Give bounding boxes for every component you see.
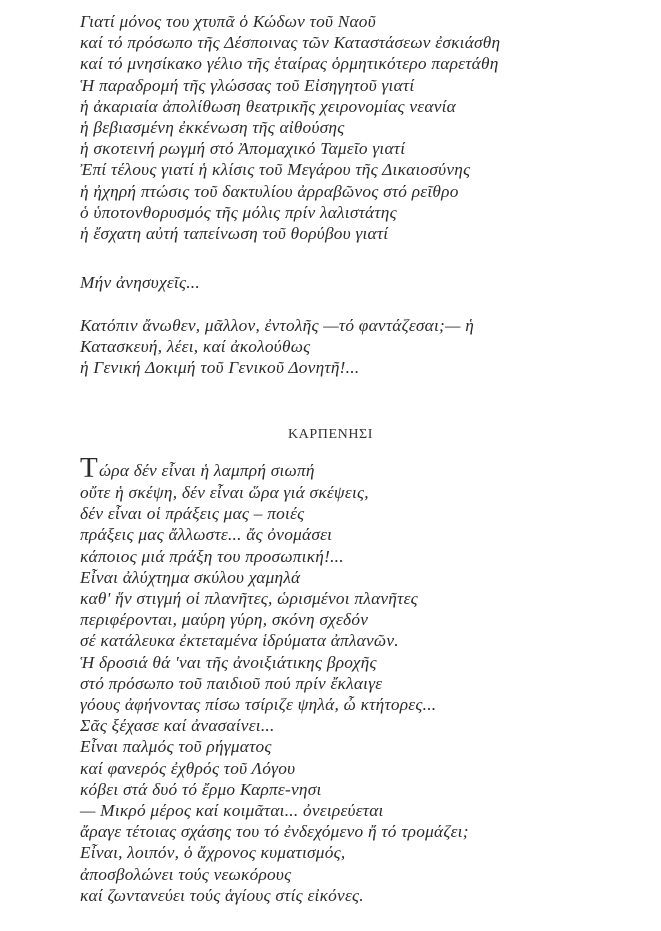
verse-line: Εἶναι, λοιπόν, ὁ ἄχρονος κυματισμός, [80,843,346,863]
verse-line: Εἶναι ἀλύχτημα σκύλου χαμηλά [80,567,301,587]
first-line-text: ώρα δέν εἶναι ἡ λαμπρή σιωπή [98,461,315,480]
verse-line: καί ζωντανεύει τούς ἁγίους στίς εἰκόνες. [80,885,364,905]
verse-line: καί τό πρόσωπο τῆς Δέσποινας τῶν Καταστάσεων ἐσκιάσθη [80,33,501,53]
verse-line: δέν εἶναι οἱ πράξεις μας – ποιές [80,504,305,524]
stanza-2 [80,272,200,293]
verse-line: Κατασκευή, λέει, καί ἀκολούθως [80,337,311,357]
verse-line: καί φανερός ἐχθρός τοῦ Λόγου [80,758,296,778]
verse-line: ἄραγε τέτοιας σχάσης του τό ἐνδεχόμενο ἤ τό τρομάζει; [80,822,469,842]
verse-line: Κατόπιν ἄνωθεν, μᾶλλον, ἐντολῆς —τό φαντάζεσαι;— ἡ [80,316,475,335]
verse-line: Σᾶς ξέχασε καί ἀνασαίνει... [80,716,275,736]
verse-line: ἡ ἀκαριαία ἀπολίθωση θεατρικῆς χειρονομίας νεανία [80,96,456,116]
verse-line: στό πρόσωπο τοῦ παιδιοῦ πού πρίν ἔκλαιγε [80,673,383,693]
stanza-1 [80,11,500,244]
verse-line: Εἶναι παλμός τοῦ ρήγματος [80,737,272,757]
verse-line: κάποιος μιά πράξη του προσωπική!... [80,546,344,566]
verse-line: κόβει στά δυό τό ἔρμο Καρπε-νησι [80,779,322,799]
verse-line: σέ κατάλευκα ἐκτεταμένα ἱδρύματα ἀπλανῶν. [80,631,399,651]
poem-title: ΚΑΡΠΕΝΗΣΙ [287,427,374,442]
verse-line: ἡ ἔσχατη αὐτή ταπείνωση τοῦ θορύβου γιατί [80,224,389,244]
verse-line: Ἡ παραδρομή τῆς γλώσσας τοῦ Εἰσηγητοῦ γιατί [80,75,415,95]
verse-line: ἡ ἠχηρή πτώσις τοῦ δακτυλίου ἀρραβῶνος στό ρεῖθρο [80,181,459,201]
verse-line: Ἐπί τέλους γιατί ἡ κλίσις τοῦ Μεγάρου τῆς Δικαιοσύνης [80,160,471,180]
verse-line: οὔτε ἡ σκέψη, δέν εἶναι ὥρα γιά σκέψεις, [80,483,369,502]
verse-line: Γιατί μόνος του χτυπᾶ ὁ Κώδων τοῦ Ναοῦ [80,12,376,31]
verse-line: καί τό μνησίκακο γέλιο τῆς ἑταίρας ὁρμητικότερο παρετάθη [80,54,499,74]
verse-line: ὁ ὑποτονθορυσμός τῆς μόλις πρίν λαλιστάτης [80,202,397,222]
verse-line: Μήν ἀνησυχεῖς... [80,273,200,292]
verse-line: ἀποσβολώνει τούς νεωκόρους [80,864,292,884]
stanza-3 [80,315,474,379]
verse-line: γόους ἀφήνοντας πίσω τσίριζε ψηλά, ὦ κτήτορες... [80,695,437,715]
verse-line: — Μικρό μέρος καί κοιμᾶται... ὀνειρεύεται [80,801,384,821]
verse-line: ἡ Γενική Δοκιμή τοῦ Γενικοῦ Δονητῆ!... [80,358,360,378]
verse-line: Ἡ δροσιά θά 'ναι τῆς ἀνοιξιάτικης βροχῆς [80,652,377,672]
poem-body [80,452,469,906]
verse-line: ἡ βεβιασμένη ἐκκένωση τῆς αἰθούσης [80,118,345,138]
verse-line: καθ' ἥν στιγμή οἱ πλανῆτες, ὡρισμένοι πλανῆτες [80,589,418,609]
verse-line: περιφέρονται, μαύρη γύρη, σκόνη σχεδόν [80,610,369,630]
verse-line: πράξεις μας ἄλλωστε... ἄς ὀνομάσει [80,525,333,545]
drop-cap: Τ [80,452,98,484]
verse-line: ἡ σκοτεινή ρωγμή στό Ἀπομαχικό Ταμεῖο γιατί [80,139,406,159]
verse-line-first [80,452,469,484]
